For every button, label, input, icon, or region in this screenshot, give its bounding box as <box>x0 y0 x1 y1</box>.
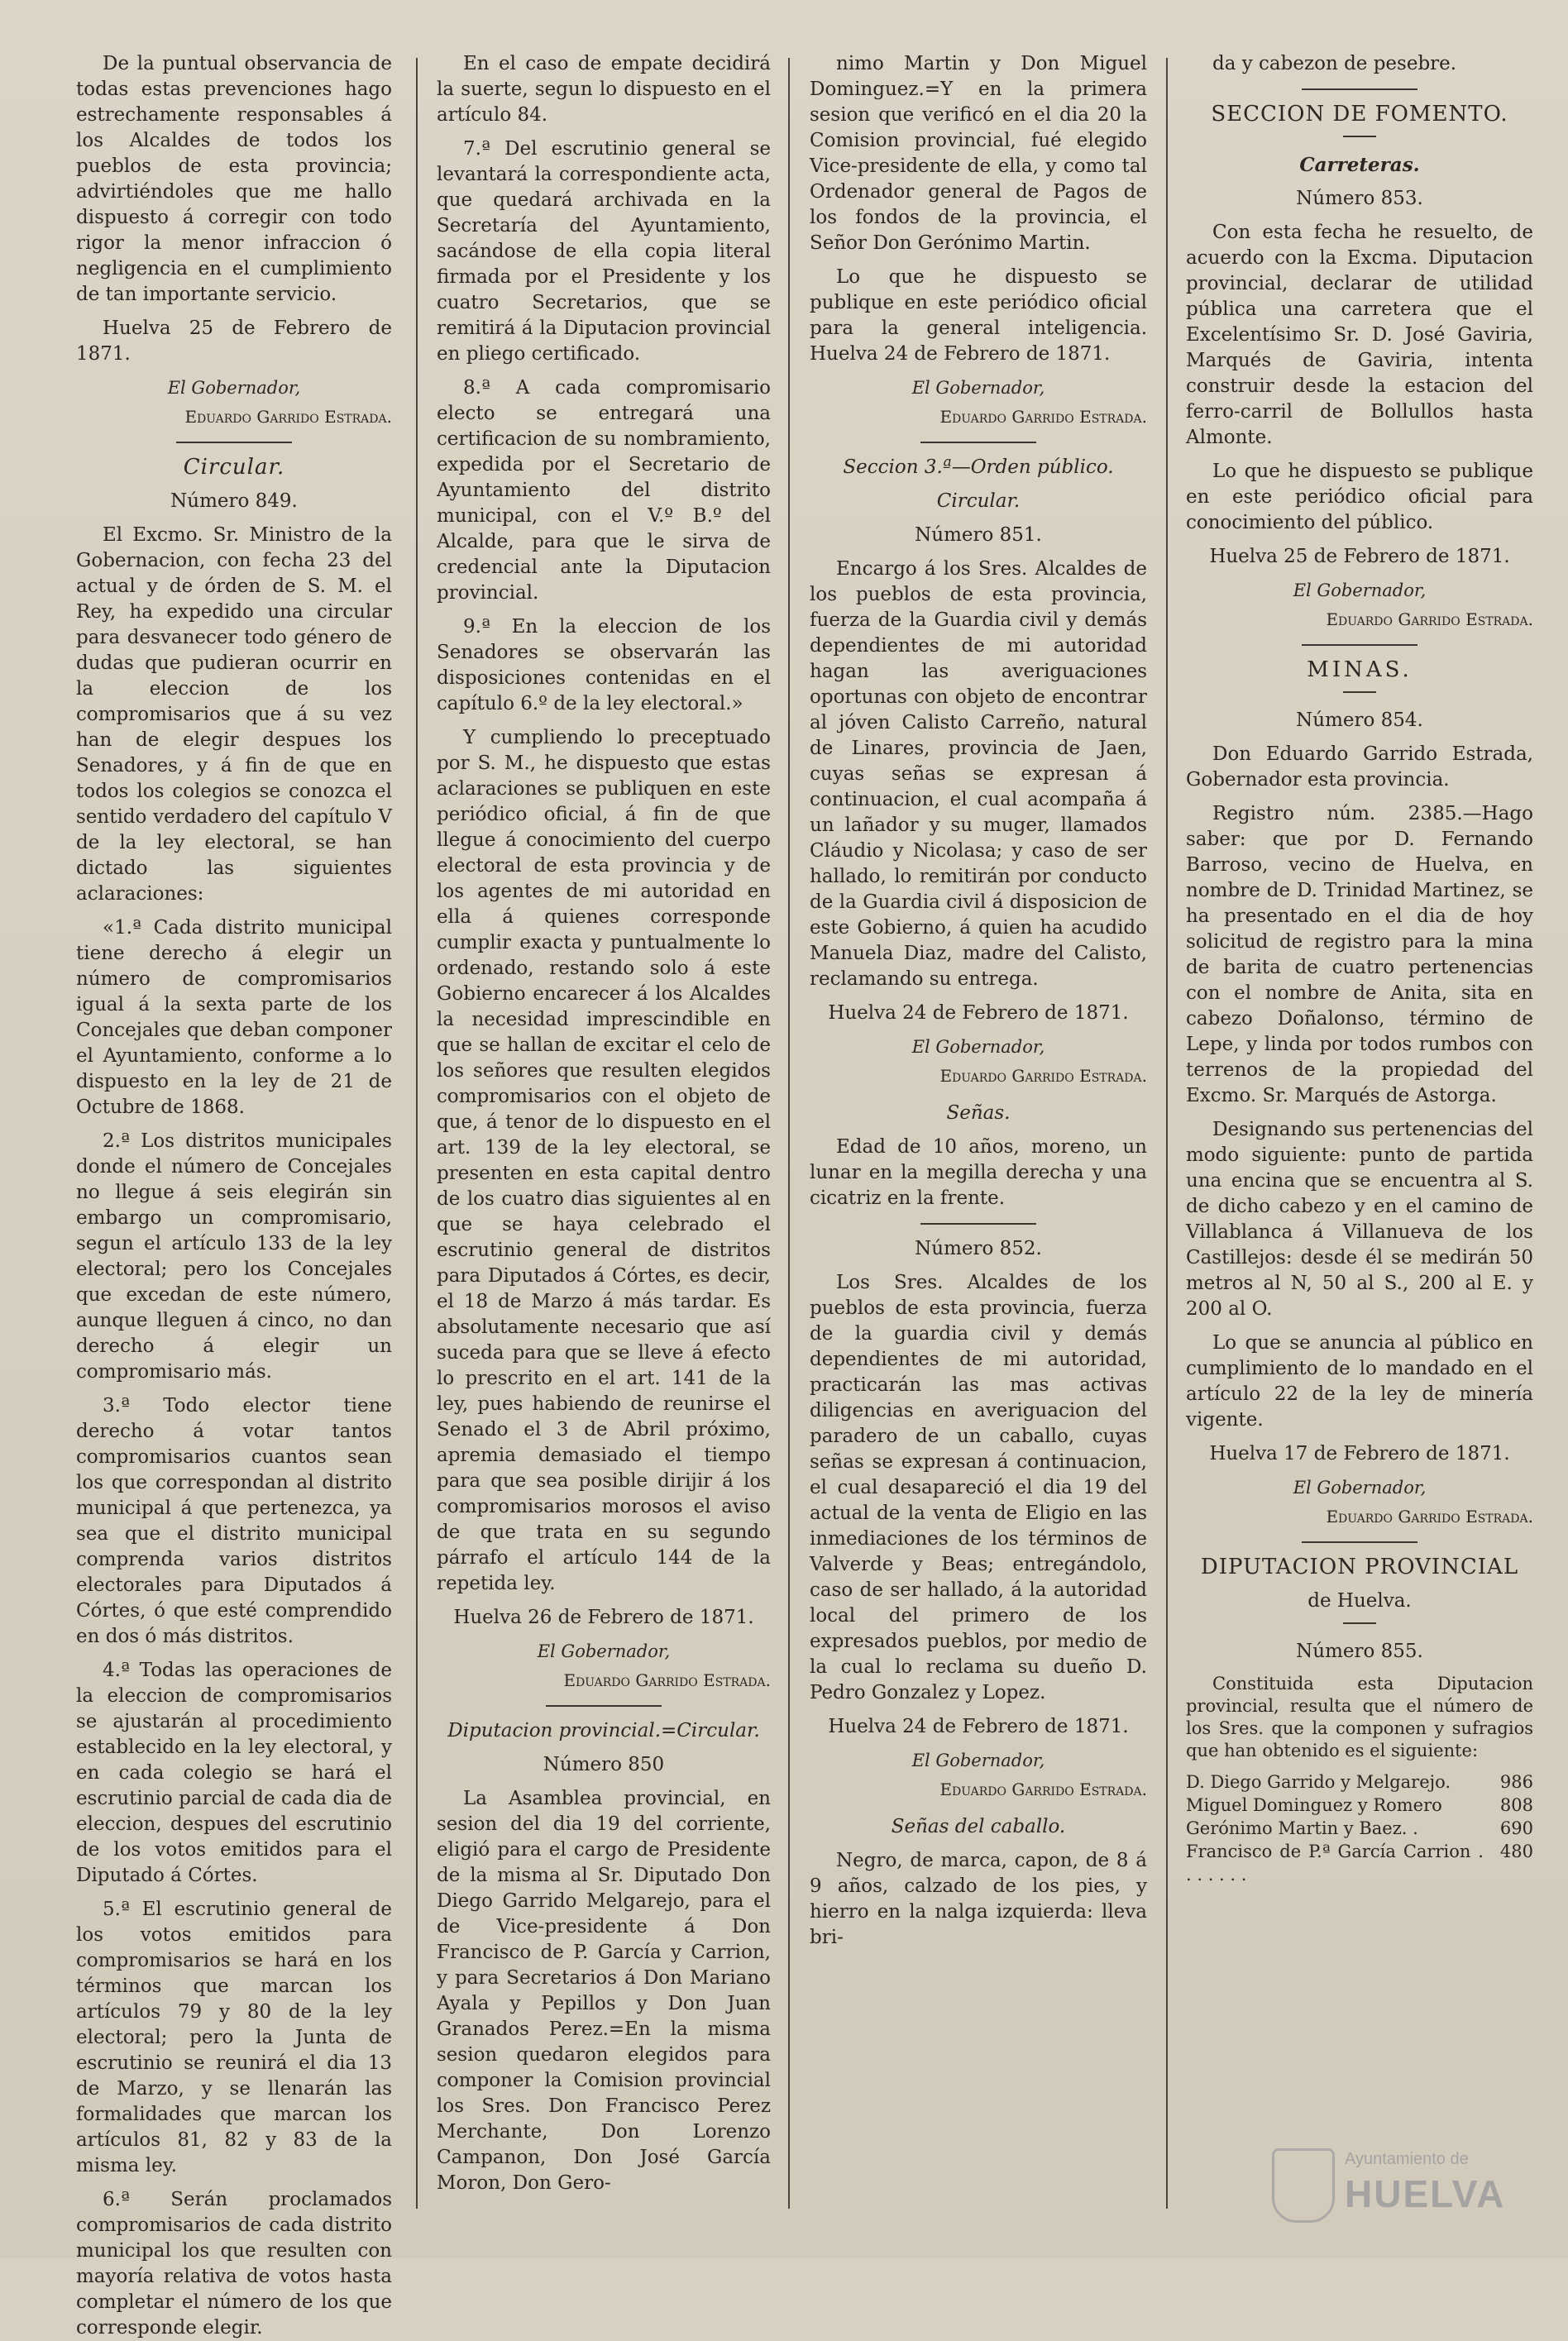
column-2 <box>437 51 771 2242</box>
section-heading: SECCION DE FOMENTO. <box>1211 102 1508 127</box>
column-rule <box>788 58 790 2209</box>
item-number: Número 851. <box>915 524 1042 546</box>
item-number: Número 854. <box>1296 709 1423 731</box>
item-number: Número 850 <box>543 1754 665 1775</box>
signature-title: El Gobernador, <box>911 1037 1045 1057</box>
paragraph: 3.ª Todo elector tiene derecho á votar tantos compromisarios cuantos sean los que correspondan al distrito municipal á que pertenezca, ya sea que el distrito municipal comprenda varios distritos electorales para Diputados á Córtes, ó que esté comprendido en dos ó más distritos. <box>76 1395 392 1647</box>
item-number: Número 855. <box>1296 1641 1423 1662</box>
paragraph: El Excmo. Sr. Ministro de la Gobernacion, con fecha 23 del actual y de órden de S. M. el Rey, ha expedido una circular para desvanecer todo género de dudas que pudieran ocurrir en la eleccion de los compromisarios que á su vez han de elegir despues los Senadores, y á fin de que en todos los colegios se conozca el sentido verdadero del capítulo V de la ley electoral, se han dictado las siguientes aclaraciones: <box>76 524 392 905</box>
signature-name: Eduardo Garrido Estrada. <box>939 1066 1147 1086</box>
paragraph: De la puntual observancia de todas estas prevenciones hago estrechamente responsables á los Alcaldes de todos los pueblos de esta provincia; advirtiéndoles que me hallo dispuesto á corregir con todo rigor la menor infraccion ó negligencia en el cumplimiento de tan importante servicio. <box>76 53 392 305</box>
vote-value: 986 <box>1499 1772 1533 1792</box>
section-heading: MINAS. <box>1307 657 1413 682</box>
signature-name: Eduardo Garrido Estrada. <box>1326 1507 1533 1526</box>
vote-value: 480 <box>1499 1842 1533 1861</box>
paragraph: Lo que he dispuesto se publique en este periódico oficial para conocimiento del público. <box>1186 461 1533 533</box>
paragraph: Registro núm. 2385.—Hago saber: que por D. Fernando Barroso, vecino de Huelva, en nombre de D. Trinidad Martinez, se ha presentado en el dia de hoy solicitud de registro para la mina de barita de cuatro pertenencias con el nombre de Anita, sita en cabezo Doñalonso, término de Lepe, y linda por todos rumbos con terrenos de la propiedad del Excmo. Sr. Marqués de Astorga. <box>1186 803 1533 1106</box>
paragraph: Edad de 10 años, moreno, un lunar en la megilla derecha y una cicatriz en la frente. <box>810 1136 1147 1209</box>
table-row <box>1186 1794 1533 1817</box>
vote-value: 690 <box>1499 1818 1533 1838</box>
paragraph: «1.ª Cada distrito municipal tiene derecho á elegir un número de compromisarios igual á la sexta parte de los Concejales que deban componer el Ayuntamiento, conforme a lo dispuesto en la ley de 21 de Octubre de 1868. <box>76 917 392 1118</box>
column-rule <box>1166 58 1168 2209</box>
paragraph: Negro, de marca, capon, de 8 á 9 años, calzado de los pies, y hierro en la nalga izquierda: lleva bri- <box>810 1850 1147 1948</box>
paragraph: Don Eduardo Garrido Estrada, Gobernador esta provincia. <box>1186 743 1533 791</box>
vote-name: Francisco de P.ª García Carrion . . . . . . . <box>1186 1842 1484 1885</box>
seal-icon <box>1272 2148 1335 2223</box>
column-1 <box>76 51 392 2339</box>
date-line: Huelva 24 de Febrero de 1871. <box>828 1002 1129 1024</box>
paragraph: Y cumpliendo lo preceptuado por S. M., he dispuesto que estas aclaraciones se publiquen en este periódico oficial, á fin de que llegue á conocimiento del cuerpo electoral de esta provincia y de los agentes de mi autoridad en ella á quienes corresponde cumplir exacta y puntualmente lo ordenado, restando solo á este Gobierno encarecer á los Alcaldes la necesidad imprescindible en que se hallan de excitar el celo de los señores que resulten elegidos compromisarios con el objeto de que, á tenor de lo dispuesto en el art. 139 de la ley electoral, se presenten en esta capital dentro de los cuatro dias siguientes al en que se haya celebrado el escrutinio general de distritos para Diputados á Córtes, es decir, el 18 de Marzo á más tardar. Es absolutamente necesario que así suceda para que se lleve á efecto lo prescrito en el art. 141 de la ley, pues habiendo de reunirse el Senado el 3 de Abril próximo, apremia demasiado el tiempo para que sea posible dirijir á los compromisarios morosos el aviso de que trata en su segundo párrafo el artículo 144 de la repetida ley. <box>437 727 771 1594</box>
paragraph: 7.ª Del escrutinio general se levantará la correspondiente acta, que quedará archivada en la Secretaría del Ayuntamiento, sacándose de ella copia literal firmada por el Presidente y los cuatro Secretarios, que se remitirá á la Diputacion provincial en pliego certificado. <box>437 138 771 365</box>
column-rule <box>416 58 418 2209</box>
paragraph: Lo que he dispuesto se publique en este periódico oficial para la general inteligencia. Huelva 24 de Febrero de 1871. <box>810 266 1147 365</box>
signature-name: Eduardo Garrido Estrada. <box>939 407 1147 427</box>
paragraph: Lo que se anuncia al público en cumplimiento de lo mandado en el artículo 22 de la ley de minería vigente. <box>1186 1332 1533 1431</box>
signature-title: El Gobernador, <box>1293 580 1427 600</box>
paragraph: Los Sres. Alcaldes de los pueblos de esta provincia, fuerza de la guardia civil y demás dependientes de mi autoridad, practicarán las mas activas diligencias en averiguacion del paradero de un caballo, cuyas señas se expresan á continuacion, el cual desapareció el dia 19 del actual de la venta de Eligio en las inmediaciones de los términos de Valverde y Beas; entregándolo, caso de ser hallado, á la autoridad local del primero de los expresados pueblos, por medio de la cual lo reclama su dueño D. Pedro Gonzalez y Lopez. <box>810 1272 1147 1703</box>
heading-dash <box>1343 691 1376 693</box>
signature-name: Eduardo Garrido Estrada. <box>184 407 392 427</box>
paragraph: En el caso de empate decidirá la suerte, segun lo dispuesto en el artículo 84. <box>437 53 771 126</box>
date-line: Huelva 25 de Febrero de 1871. <box>76 318 392 365</box>
section-divider <box>546 1705 662 1707</box>
section-heading: DIPUTACION PROVINCIAL <box>1200 1555 1519 1579</box>
signature-title: El Gobernador, <box>1293 1478 1427 1498</box>
paragraph: 6.ª Serán proclamados compromisarios de cada distrito municipal los que resulten con mayoría relativa de votos hasta completar el número de los que corresponde elegir. <box>76 2189 392 2339</box>
heading-dash <box>1343 1622 1376 1624</box>
section-heading: Seccion 3.ª—Orden público. <box>843 456 1114 478</box>
column-4 <box>1186 51 1533 2242</box>
paragraph: Con esta fecha he resuelto, de acuerdo con la Excma. Diputacion provincial, declarar de utilidad pública una carretera que el Excelentísimo Sr. D. José Gaviria, Marqués de Gaviria, intenta construir desde la estacion del ferro-carril de Bollullos hasta Almonte. <box>1186 222 1533 448</box>
section-subheading: Señas del caballo. <box>891 1816 1066 1837</box>
section-divider <box>1302 88 1417 90</box>
votes-table <box>1186 1770 1533 1886</box>
paragraph: Constituida esta Diputacion provincial, resulta que el número de los Sres. que la componen y sufragios que han obtenido es el siguiente: <box>1186 1674 1533 1761</box>
section-subheading: Carreteras. <box>1299 154 1420 176</box>
section-heading: Diputacion provincial.=Circular. <box>447 1720 760 1741</box>
section-subheading: Circular. <box>936 490 1021 512</box>
paragraph: nimo Martin y Don Miguel Dominguez.=Y en la primera sesion que verificó en el dia 20 la Comision provincial, fué elegido Vice-presidente de ella, y como tal Ordenador general de Pagos de los fondos de la provincia, el Señor Don Gerónimo Martin. <box>810 53 1147 254</box>
table-row <box>1186 1840 1533 1886</box>
vote-value: 808 <box>1499 1795 1533 1815</box>
paragraph: 5.ª El escrutinio general de los votos emitidos para compromisarios se hará en los términos que marcan los artículos 79 y 80 de la ley electoral; pero la Junta de escrutinio se reunirá el dia 13 de Marzo, y se llenarán las formalidades que marcan los artículos 81, 82 y 83 de la misma ley. <box>76 1899 392 2176</box>
section-heading: Circular. <box>183 455 285 480</box>
vote-name: Miguel Dominguez y Romero <box>1186 1795 1442 1815</box>
item-number: Número 852. <box>915 1238 1042 1259</box>
signature-title: El Gobernador, <box>911 378 1045 398</box>
item-number: Número 853. <box>1296 188 1423 209</box>
paragraph: da y cabezon de pesebre. <box>1212 53 1457 74</box>
vote-name: Gerónimo Martin y Baez. . <box>1186 1818 1418 1838</box>
section-divider <box>920 1223 1036 1225</box>
paragraph: 9.ª En la eleccion de los Senadores se observarán las disposiciones contenidas en el capítulo 6.º de la ley electoral.» <box>437 616 771 714</box>
watermark-line-2: HUELVA <box>1345 2172 1506 2215</box>
heading-dash <box>1343 136 1376 137</box>
vote-name: D. Diego Garrido y Melgarejo. <box>1186 1772 1451 1792</box>
paragraph: La Asamblea provincial, en sesion del dia 19 del corriente, eligió para el cargo de Presidente de la misma al Sr. Diputado Don Diego Garrido Melgarejo, para el de Vice-presidente á Don Francisco de P. García y Carrion, y para Secretarios á Don Mariano Ayala y Pepillos y Don Juan Granados Perez.=En la misma sesion quedaron elegidos para componer la Comision provincial los Sres. Don Francisco Perez Merchante, Don Lorenzo Campanon, Don José García Moron, Don Gero- <box>437 1788 771 2194</box>
section-divider <box>1302 1541 1417 1543</box>
section-divider <box>1302 644 1417 646</box>
signature-name: Eduardo Garrido Estrada. <box>1326 609 1533 629</box>
table-row <box>1186 1770 1533 1794</box>
column-3 <box>810 51 1147 2242</box>
watermark-line-1: Ayuntamiento de <box>1345 2150 1469 2168</box>
date-line: Huelva 24 de Febrero de 1871. <box>828 1716 1129 1737</box>
section-subheading: Señas. <box>946 1102 1011 1124</box>
paragraph: Designando sus pertenencias del modo siguiente: punto de partida una encina que se encuentra al S. de dicho cabezo y en el camino de Villablanca á Villanueva de los Castillejos: desde él se medirán 50 metros al N, 50 al S., 200 al E. y 200 al O. <box>1186 1119 1533 1320</box>
date-line: Huelva 26 de Febrero de 1871. <box>453 1607 754 1628</box>
ayuntamiento-watermark <box>1272 2145 1520 2224</box>
signature-name: Eduardo Garrido Estrada. <box>939 1780 1147 1799</box>
signature-title: El Gobernador, <box>537 1641 671 1661</box>
paragraph: 8.ª A cada compromisario electo se entregará una certificacion de su nombramiento, expedida por el Secretario de Ayuntamiento del distrito municipal, con el V.º B.º del Alcalde, para que le sirva de credencial ante la Diputacion provincial. <box>437 377 771 604</box>
section-divider <box>920 442 1036 443</box>
item-number: Número 849. <box>170 490 298 512</box>
paragraph: 4.ª Todas las operaciones de la eleccion de compromisarios se ajustarán al procedimiento establecido en la ley electoral, y en cada colegio se hará el escrutinio parcial de cada dia de eleccion, despues del escrutinio de los votos emitidos para el Diputado á Córtes. <box>76 1660 392 1886</box>
paragraph: 2.ª Los distritos municipales donde el número de Concejales no llegue á seis elegirán sin embargo un compromisario, segun el artículo 133 de la ley electoral; pero los Concejales que excedan de este número, aunque lleguen á cinco, no dan derecho á elegir un compromisario más. <box>76 1130 392 1383</box>
signature-title: El Gobernador, <box>167 378 301 398</box>
table-row <box>1186 1817 1533 1840</box>
section-subheading: de Huelva. <box>1307 1590 1412 1612</box>
signature-title: El Gobernador, <box>911 1751 1045 1770</box>
date-line: Huelva 25 de Febrero de 1871. <box>1209 546 1510 567</box>
paragraph: Encargo á los Sres. Alcaldes de los pueblos de esta provincia, fuerza de la Guardia civil y demás dependientes de mi autoridad hagan las averiguaciones oportunas con objeto de encontrar al jóven Calisto Carreño, natural de Linares, provincia de Jaen, cuyas señas se expresan á continuacion, el cual acompaña á un lañador y su muger, llamados Cláudio y Nicolasa; y caso de ser hallado, lo remitirán por conducto de la Guardia civil á disposicion de este Gobierno, á quien ha acudido Manuela Diaz, madre del Calisto, reclamando su entrega. <box>810 558 1147 990</box>
section-divider <box>176 442 292 443</box>
date-line: Huelva 17 de Febrero de 1871. <box>1209 1443 1510 1464</box>
signature-name: Eduardo Garrido Estrada. <box>563 1670 771 1690</box>
